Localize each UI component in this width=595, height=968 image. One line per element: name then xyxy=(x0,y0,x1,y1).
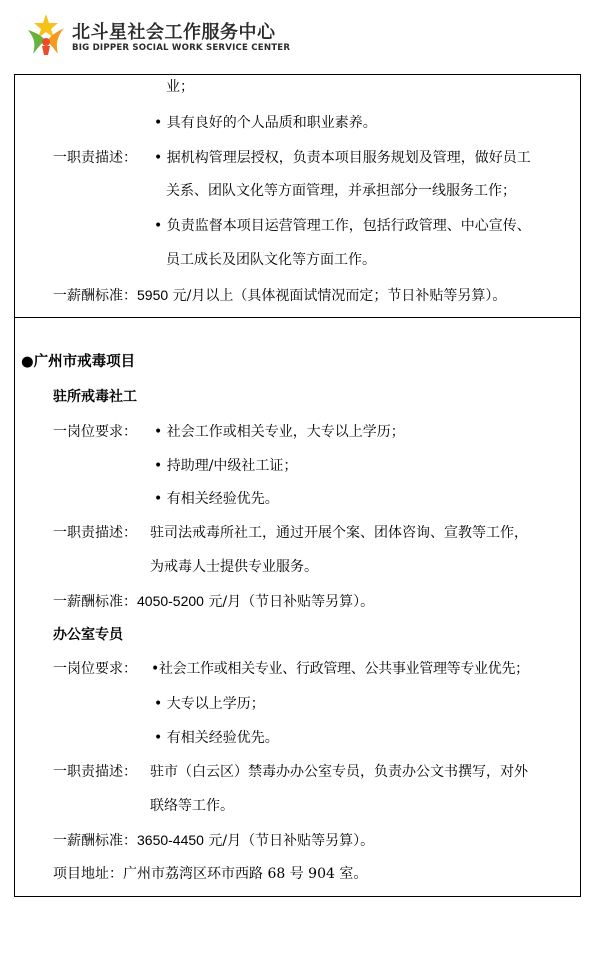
salary-label: 一薪酬标准： xyxy=(53,833,137,849)
duty-label: 一职责描述： xyxy=(53,764,137,780)
project-title: ●广州市戒毒项目 xyxy=(21,354,136,370)
section-box-2 xyxy=(14,317,581,897)
org-name-cn: 北斗星社会工作服务中心 xyxy=(72,22,276,43)
requirement-label: 一岗位要求： xyxy=(53,424,137,440)
job-title: 驻所戒毒社工 xyxy=(53,389,137,405)
job-title: 办公室专员 xyxy=(53,627,123,643)
duty-label: 一职责描述： xyxy=(53,525,137,541)
org-name-en: BIG DIPPER SOCIAL WORK SERVICE CENTER xyxy=(72,43,291,53)
duty-text-cont: 为戒毒人士提供专业服务。 xyxy=(150,559,318,575)
salary-row xyxy=(53,591,374,612)
salary-label: 一薪酬标准： xyxy=(53,594,137,610)
salary-note: 元/月以上（具体视面试情况而定；节日补贴等另算）。 xyxy=(172,288,507,304)
continuation-line: 业； xyxy=(166,79,194,95)
section-box-1 xyxy=(14,74,581,318)
salary-amount: 3650-4450 xyxy=(137,832,204,848)
requirement-item: • 大专以上学历； xyxy=(154,696,265,712)
star-person-logo-icon xyxy=(24,12,68,56)
duty-item-cont: 关系、团队文化等方面管理，并承担部分一线服务工作； xyxy=(166,183,516,199)
salary-row xyxy=(53,830,374,851)
salary-amount: 4050-5200 xyxy=(137,593,204,609)
duty-text: 驻市（白云区）禁毒办办公室专员，负责办公文书撰写，对外 xyxy=(150,764,528,780)
requirement-item: • 有相关经验优先。 xyxy=(154,491,279,507)
salary-label: 一薪酬标准： xyxy=(53,288,137,304)
requirement-label: 一岗位要求： xyxy=(53,661,137,677)
header xyxy=(24,12,291,58)
project-address: 项目地址：广州市荔湾区环市西路 68 号 904 室。 xyxy=(53,866,368,882)
duty-item: • 负责监督本项目运营管理工作，包括行政管理、中心宣传、 xyxy=(154,218,531,234)
duty-text: 驻司法戒毒所社工，通过开展个案、团体咨询、宣教等工作， xyxy=(150,525,528,541)
requirement-item: • 社会工作或相关专业，大专以上学历； xyxy=(154,424,405,440)
duty-label: 一职责描述： xyxy=(53,150,137,166)
salary-note: 元/月（节日补贴等另算）。 xyxy=(208,594,375,610)
requirement-item: • 有相关经验优先。 xyxy=(154,730,279,746)
salary-row xyxy=(53,285,506,306)
requirement-item: • 持助理/中级社工证； xyxy=(154,458,298,474)
salary-amount: 5950 xyxy=(137,287,169,303)
duty-item: • 据机构管理层授权，负责本项目服务规划及管理，做好员工 xyxy=(154,150,531,166)
salary-note: 元/月（节日补贴等另算）。 xyxy=(208,833,375,849)
duty-text-cont: 联络等工作。 xyxy=(150,798,234,814)
requirement-item: •社会工作或相关专业、行政管理、公共事业管理等专业优先； xyxy=(151,661,529,677)
requirement-item: • 具有良好的个人品质和职业素养。 xyxy=(154,115,377,131)
duty-item-cont: 员工成长及团队文化等方面工作。 xyxy=(166,252,376,268)
